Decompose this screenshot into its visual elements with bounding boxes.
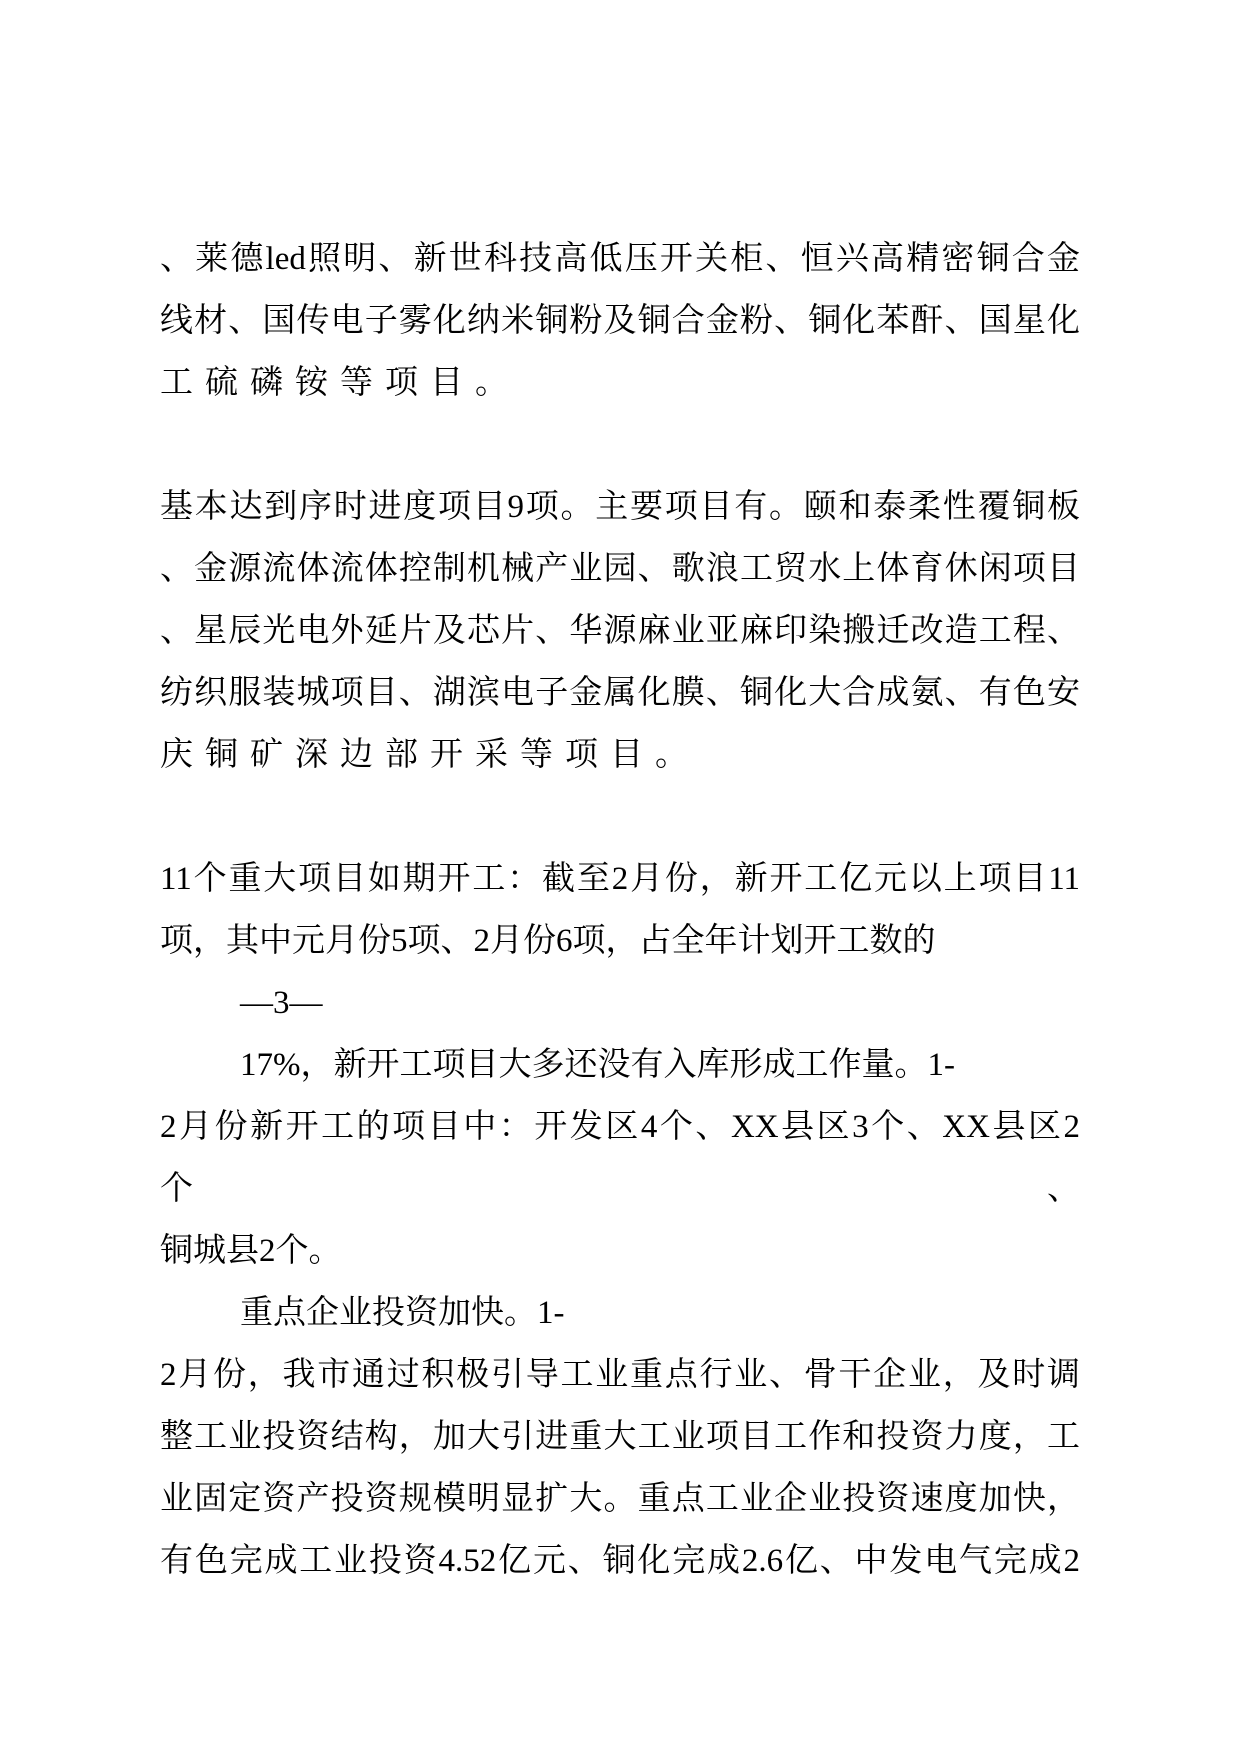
- text-line: 基本达到序时进度项目9项。主要项目有。颐和泰柔性覆铜板: [160, 489, 1080, 525]
- text-line: 11个重大项目如期开工：截至2月份，新开工亿元以上项目11: [160, 861, 1080, 897]
- text-line: 有色完成工业投资4.52亿元、铜化完成2.6亿、中发电气完成2: [160, 1543, 1080, 1579]
- text-line: 项，其中元月份5项、2月份6项，占全年计划开工数的: [160, 923, 936, 959]
- text-line: 线材、国传电子雾化纳米铜粉及铜合金粉、铜化苯酐、国星化: [160, 303, 1080, 339]
- text-line: 2月份新开工的项目中：开发区4个、XX县区3个、XX县区2个、: [160, 1109, 1080, 1207]
- text-line: 、莱德led照明、新世科技高低压开关柜、恒兴高精密铜合金: [160, 241, 1080, 277]
- paragraph: [160, 848, 1080, 1592]
- text-line: 整工业投资结构，加大引进重大工业项目工作和投资力度，工: [160, 1419, 1080, 1455]
- paragraph: [160, 476, 1080, 786]
- text-line: 2月份，我市通过积极引导工业重点行业、骨干企业，及时调: [160, 1357, 1080, 1393]
- text-line: 铜城县2个。: [160, 1233, 342, 1269]
- text-line: 工硫磷铵等项目。: [160, 365, 520, 401]
- text-line: 庆铜矿深边部开采等项目。: [160, 737, 700, 773]
- text-line: 纺织服装城项目、湖滨电子金属化膜、铜化大合成氨、有色安: [160, 675, 1080, 711]
- text-line: 17%，新开工项目大多还没有入库形成工作量。1-: [240, 1047, 955, 1083]
- page-number-line: —3—: [240, 985, 323, 1021]
- text-line: 、金源流体流体控制机械产业园、歌浪工贸水上体育休闲项目: [160, 551, 1080, 587]
- paragraph: [160, 228, 1080, 414]
- text-line: 业固定资产投资规模明显扩大。重点工业企业投资速度加快，: [160, 1481, 1080, 1517]
- text-line: 重点企业投资加快。1-: [240, 1295, 565, 1331]
- document-text-block: [160, 228, 1080, 1592]
- text-line: 、星辰光电外延片及芯片、华源麻业亚麻印染搬迁改造工程、: [160, 613, 1080, 649]
